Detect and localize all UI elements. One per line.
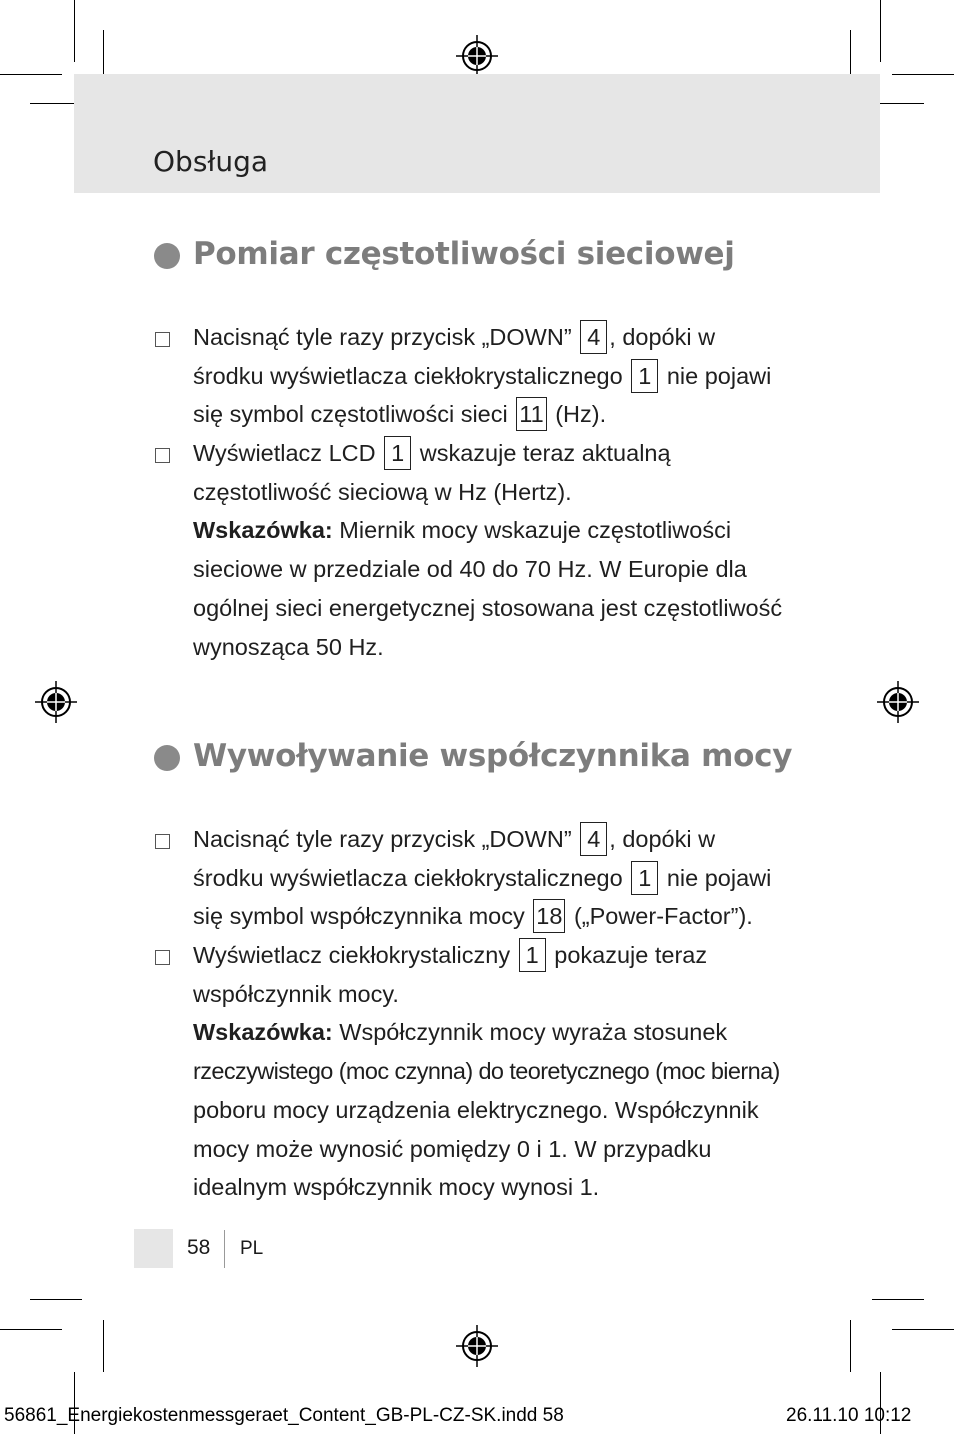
section-heading: Pomiar częstotliwości sieciowej [193,236,735,272]
crop-mark [892,74,954,75]
crop-mark [0,74,62,75]
crop-mark [892,1329,954,1330]
square-bullet-icon [155,950,170,965]
reference-number-box: 4 [580,822,607,856]
reference-number-box: 11 [516,397,546,431]
crop-mark [0,1329,62,1330]
instruction-item: Nacisnąć tyle razy przycisk „DOWN” 4 , dopóki w środku wyświetlacza ciekłokrystalicznego 1 nie pojawi się symbol współczynnika mocy 18 („Power-Factor”). [193,820,813,936]
square-bullet-icon [155,332,170,347]
square-bullet-icon [155,448,170,463]
square-bullet-icon [155,834,170,849]
crop-mark [74,0,75,62]
section-heading: Wywoływanie współczynnika mocy [193,738,793,774]
instruction-item: Wyświetlacz ciekłokrystaliczny 1 pokazuje teraz współczynnik mocy. Wskazówka: Współczynnik mocy wyraża stosunek rzeczywistego (moc czynna) do teoretycznego (moc bierna) poboru mocy urządzenia elektrycznego. Współczynnik mocy może wynosić pomiędzy 0 i 1. W przypadku idealnym współczynnik mocy wynosi 1. [193,936,813,1207]
reference-number-box: 18 [533,899,565,933]
chapter-title: Obsługa [153,145,269,178]
crop-mark [103,1320,104,1372]
section-bullet-icon [154,745,180,771]
print-slug-filename: 56861_Energiekostenmessgeraet_Content_GB-PL-CZ-SK.indd 58 [4,1405,564,1426]
reference-number-box: 4 [580,320,607,354]
page-number: 58 [187,1236,211,1259]
print-slug-datetime: 26.11.10 10:12 [786,1405,912,1426]
registration-mark-icon [456,35,498,77]
hint-label: Wskazówka: [193,517,333,544]
footer-divider [224,1230,225,1268]
reference-number-box: 1 [631,861,658,895]
crop-mark [30,1299,82,1300]
reference-number-box: 1 [631,359,658,393]
instruction-item: Wyświetlacz LCD 1 wskazuje teraz aktualną częstotliwość sieciową w Hz (Hertz). Wskazówka: Miernik mocy wskazuje częstotliwości sieciowe w przedziale od 40 do 70 Hz. W Europie dla ogólnej sieci energetycznej stosowana jest częstotliwość wynosząca 50 Hz. [193,434,813,666]
section-bullet-icon [154,243,180,269]
instruction-item: Nacisnąć tyle razy przycisk „DOWN” 4 , dopóki w środku wyświetlacza ciekłokrystalicznego 1 nie pojawi się symbol częstotliwości sieci 11 (Hz). [193,318,813,434]
registration-mark-icon [877,681,919,723]
page-number-tab [134,1229,173,1268]
reference-number-box: 1 [519,938,546,972]
registration-mark-icon [456,1325,498,1367]
language-code: PL [240,1238,264,1259]
crop-mark [880,0,881,62]
hint-label: Wskazówka: [193,1019,333,1046]
crop-mark [872,1299,924,1300]
reference-number-box: 1 [384,436,411,470]
crop-mark [850,1320,851,1372]
registration-mark-icon [35,681,77,723]
